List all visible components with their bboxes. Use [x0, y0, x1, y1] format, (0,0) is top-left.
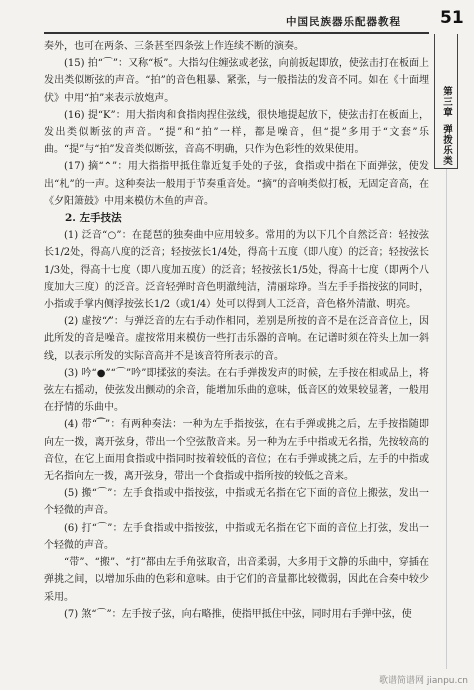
body-text — [44, 38, 429, 623]
paragraph: (16) 提“K”：用大指肉和食指肉捏住弦线，很快地提起放下，使弦击打在板面上，发出类似断弦的声音。“提”和“拍”一样，都是噪音，但“提”多用于“文套”乐曲。“提”与“拍”发音类似断弦，音高不明确，只作为色彩性的效果使用。 — [44, 109, 429, 156]
section-label: 弹拨乐类 — [441, 123, 452, 166]
paragraph: 奏外，也可在两条、三条甚至四条弦上作连续不断的演奏。 — [44, 41, 304, 52]
paragraph: (1) 泛音“○”：在琵琶的独奏曲中应用较多。常用的为以下几个自然泛音：轻按弦长1/2处，得高八度的泛音；轻按弦长1/4处，得高十五度（即八度）的泛音；轻按弦长1/3处，得高十七度（即八度加五度）的泛音；轻按弦长1/5处，得高十七度（即两个八度加大三度）的泛音。泛音轻弹时音色明澈纯洁，清丽琮琤。当左手手指按弦的同时，小指或手掌内侧浮按弦长1/2（或1/4）处可以得到人工泛音，音色格外清澈、明亮。 — [44, 230, 429, 311]
page-number: 51 — [440, 8, 464, 28]
chapter-label: 第三章 — [441, 86, 452, 118]
paragraph: (17) 摘“⌃”：用大指指甲抵住靠近复手处的子弦，食指或中指在下面弹弦，使发出“札”的一声。这种奏法一般用于节奏重音处。“摘”的音响类似打板，无固定音高，在《夕阳箫鼓》中用来模仿木鱼的声音。 — [44, 161, 429, 207]
paragraph: (5) 搬“⌒”：左手食指或中指按弦，中指或无名指在它下面的音位上搬弦，发出一个轻微的声音。 — [44, 488, 429, 517]
paragraph: (4) 带“⁀”：有两种奏法：一种为左手指按弦，在右手弹或挑之后，左手按指随即向左一拨，离开弦身，带出一个空弦散音来。另一种为左手中指或无名指，先按较高的音位，在它上面用食指或中指同时按着较低的音位；在右手弹或挑之后，左手的中指或无名指向左一拨，离开弦身，带出一个食指或中指所按的较低之音来。 — [44, 419, 429, 483]
watermark: 歌谱简谱网 jianpu.cn — [378, 676, 468, 686]
book-title: 中国民族器乐配器教程 — [286, 16, 401, 28]
paragraph: “带”、“搬”、“打”都由左手角弦取音，出音柔弱，大多用于文静的乐曲中，穿插在弹挑之间，以增加乐曲的色彩和意味。由于它们的音量都比较微弱，因此在合奏中较少采用。 — [44, 557, 429, 603]
section-heading: 2. 左手技法 — [65, 212, 122, 225]
paragraph: (2) 虚按“⁄”：与弹泛音的左右手动作相同，差别是所按的音不是在泛音音位上，因此所发的音是噪音。虚按常用来模仿一些打击乐器的音响。在记谱时须在符头上加一斜线，以表示所发的实际音高并不是该音符所表示的音。 — [44, 316, 429, 362]
side-divider — [446, 169, 447, 669]
page-header — [0, 0, 474, 34]
paragraph: (3) 吟“●”“⌒”吟”即揉弦的奏法。在右手弹拨发声的时候，左手按在相或品上，将弦左右摇动，使弦发出颤动的余音，能增加乐曲的意味，低音区的效果较显著，一般用在抒情的乐曲中。 — [44, 367, 429, 414]
paragraph: (7) 煞“⌒”：左手按子弦，向右略推，使指甲抵住中弦，同时用右手弹中弦，使 — [64, 608, 412, 620]
paragraph: (15) 拍“⌒”：又称“板”。大指勾住缠弦或老弦，向前扳起即放，使弦击打在板面上发出类似断弦的声音。“拍”的音色粗暴、紧张，与一般指法的发音不同。如在《十面埋伏》中用“拍”来表示放炮声。 — [44, 58, 429, 104]
paragraph: (6) 打“⌒”：左手食指或中指按弦，中指或无名指在它下面的音位上打弦，发出一个轻微的声音。 — [44, 522, 429, 551]
chapter-tab — [434, 34, 458, 169]
header-rule — [44, 32, 429, 34]
